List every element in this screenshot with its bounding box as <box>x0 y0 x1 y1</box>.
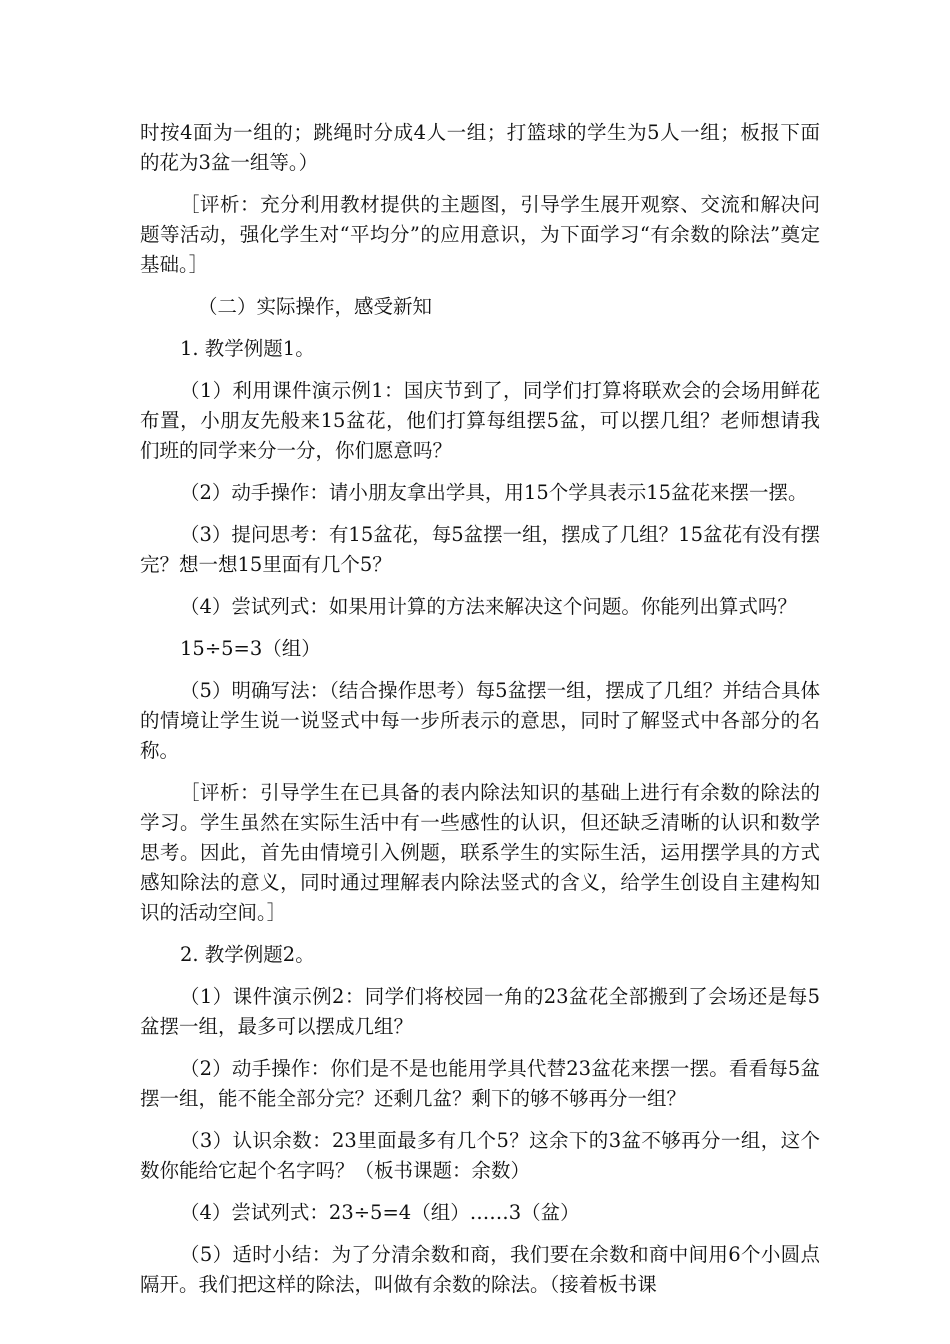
paragraph-commentary-1: ［评析：充分利用教材提供的主题图，引导学生展开观察、交流和解决问题等活动，强化学生对“平均分”的应用意识，为下面学习“有余数的除法”奠定基础。］ <box>140 193 820 276</box>
example-2-heading: 2. 教学例题2。 <box>180 943 315 966</box>
example-2-step-2: （2）动手操作：你们是不是也能用学具代替23盆花来摆一摆。看看每5盆摆一组，能不能全部分完？还剩几盆？剩下的够不够再分一组？ <box>140 1057 820 1110</box>
example-1-step-4: （4）尝试列式：如果用计算的方法来解决这个问题。你能列出算式吗？ <box>180 595 797 618</box>
example-2-step-3: （3）认识余数：23里面最多有几个5？这余下的3盆不够再分一组，这个数你能给它起个名字吗？（板书课题：余数） <box>140 1129 820 1182</box>
example-1-step-5: （5）明确写法：（结合操作思考）每5盆摆一组，摆成了几组？并结合具体的情境让学生说一说竖式中每一步所表示的意思，同时了解竖式中各部分的名称。 <box>140 679 820 762</box>
paragraph-continuation: 时按4面为一组的；跳绳时分成4人一组；打篮球的学生为5人一组；板报下面的花为3盆一组等。） <box>140 121 820 174</box>
example-1-heading: 1. 教学例题1。 <box>180 337 315 360</box>
example-2-step-4: （4）尝试列式：23÷5=4（组）……3（盆） <box>180 1201 580 1224</box>
paragraph-commentary-2: ［评析：引导学生在已具备的表内除法知识的基础上进行有余数的除法的学习。学生虽然在实际生活中有一些感性的认识，但还缺乏清晰的认识和数学思考。因此，首先由情境引入例题，联系学生的实际生活，运用摆学具的方式感知除法的意义，同时通过理解表内除法竖式的含义，给学生创设自主建构知识的活动空间。］ <box>140 781 820 924</box>
example-1-step-3: （3）提问思考：有15盆花，每5盆摆一组，摆成了几组？15盆花有没有摆完？想一想15里面有几个5？ <box>140 523 820 576</box>
document-page <box>140 118 820 1312</box>
example-2-step-5: （5）适时小结：为了分清余数和商，我们要在余数和商中间用6个小圆点隔开。我们把这样的除法，叫做有余数的除法。（接着板书课 <box>140 1243 820 1296</box>
example-2-step-1: （1）课件演示例2：同学们将校园一角的23盆花全部搬到了会场还是每5盆摆一组，最多可以摆成几组？ <box>140 985 820 1038</box>
example-1-step-2: （2）动手操作：请小朋友拿出学具，用15个学具表示15盆花来摆一摆。 <box>180 481 808 504</box>
example-1-step-1: （1）利用课件演示例1：国庆节到了，同学们打算将联欢会的会场用鲜花布置，小朋友先般来15盆花，他们打算每组摆5盆，可以摆几组？老师想请我们班的同学来分一分，你们愿意吗？ <box>140 379 820 462</box>
section-heading: （二）实际操作，感受新知 <box>198 295 433 318</box>
example-1-equation: 15÷5=3（组） <box>180 637 321 660</box>
